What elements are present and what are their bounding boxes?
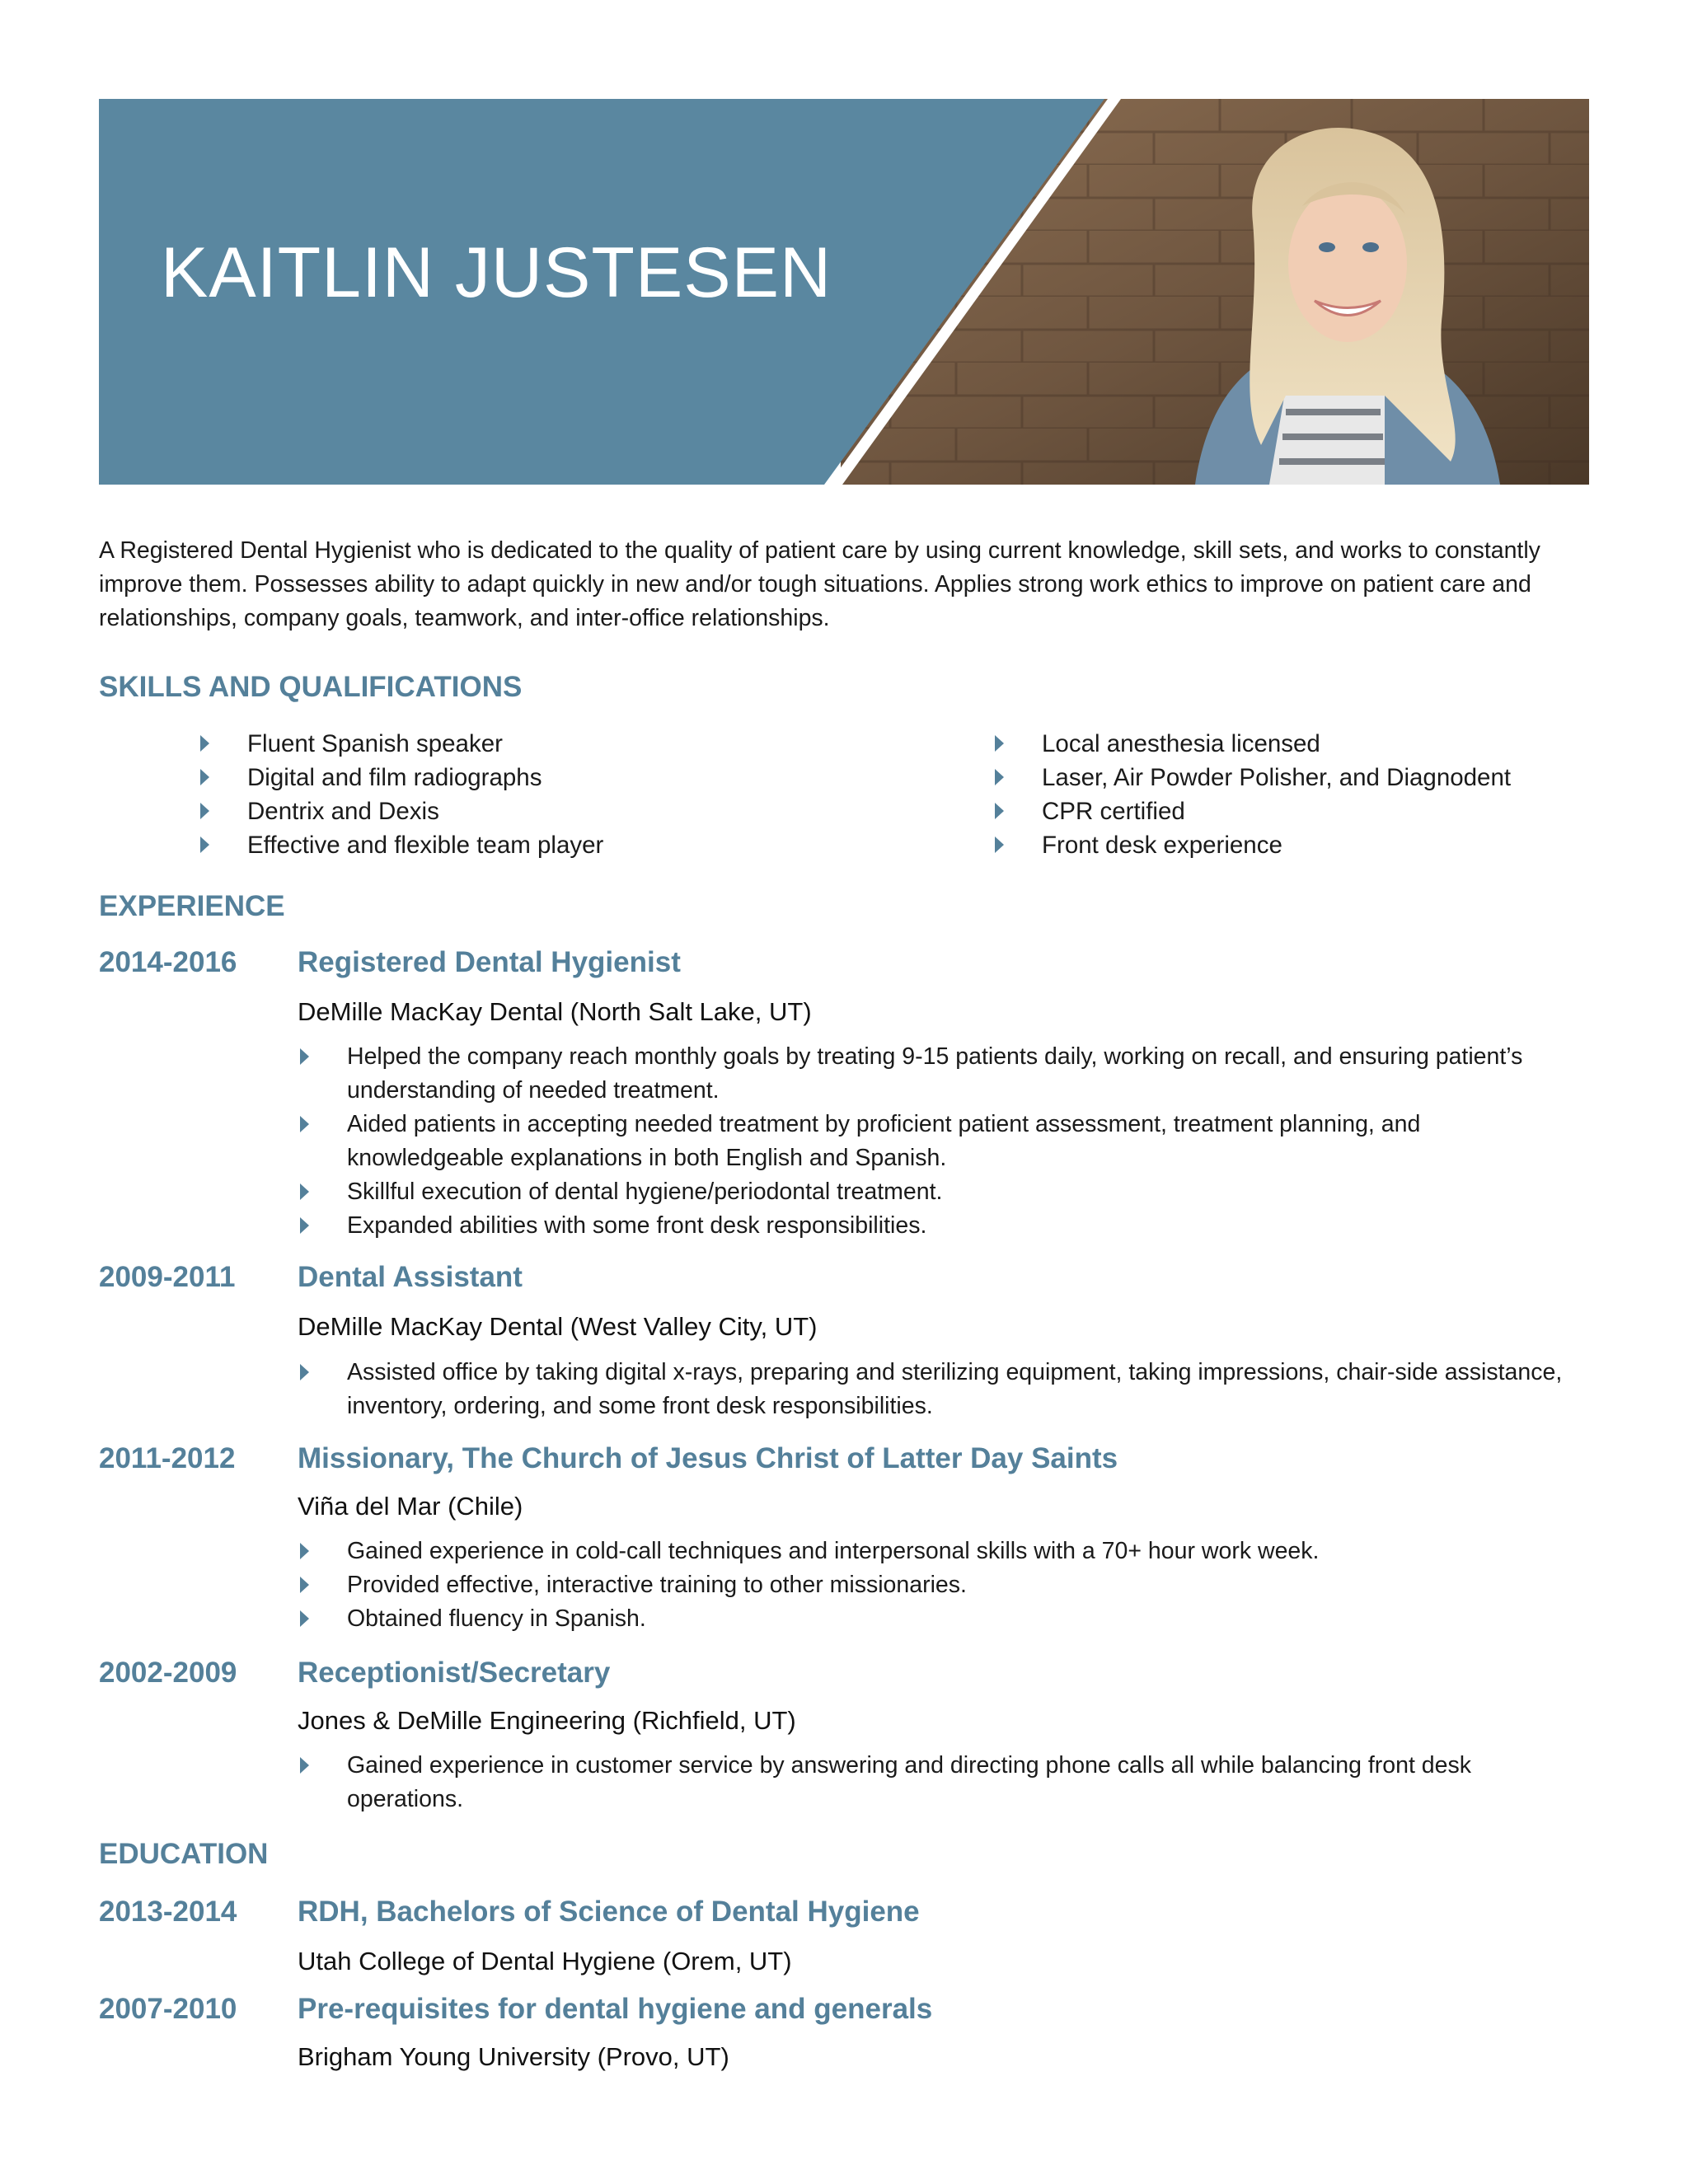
triangle-bullet-icon	[300, 1217, 309, 1234]
bullet-text: Assisted office by taking digital x-rays, preparing and sterilizing equipment, taking impressions, chair-side assistance, inventory, ordering, and some front desk responsibilities.	[347, 1359, 1563, 1419]
triangle-bullet-icon	[200, 803, 209, 819]
job-bullets	[298, 1535, 1583, 1636]
skill-label: Laser, Air Powder Polisher, and Diagnodent	[1042, 764, 1512, 791]
bullet-text: Gained experience in customer service by answering and directing phone calls all while balancing front desk operations.	[347, 1752, 1472, 1812]
list-item	[298, 1209, 1583, 1243]
education-school: Utah College of Dental Hygiene (Orem, UT)	[298, 1947, 792, 1975]
triangle-bullet-icon	[300, 1543, 309, 1559]
job-company: Viña del Mar (Chile)	[298, 1492, 523, 1521]
bullet-text: Obtained fluency in Spanish.	[347, 1605, 646, 1632]
triangle-bullet-icon	[300, 1610, 309, 1627]
job-years: 2009-2011	[99, 1261, 236, 1293]
skill-label: Fluent Spanish speaker	[247, 730, 503, 757]
triangle-bullet-icon	[300, 1364, 309, 1380]
triangle-bullet-icon	[300, 1757, 309, 1774]
triangle-bullet-icon	[200, 769, 209, 785]
triangle-bullet-icon	[995, 735, 1004, 752]
triangle-bullet-icon	[200, 735, 209, 752]
triangle-bullet-icon	[995, 803, 1004, 819]
job-title: Receptionist/Secretary	[298, 1657, 611, 1689]
triangle-bullet-icon	[300, 1116, 309, 1132]
job-company: DeMille MacKay Dental (West Valley City, UT)	[298, 1312, 818, 1341]
list-item	[298, 1356, 1583, 1423]
list-item	[298, 1108, 1583, 1175]
triangle-bullet-icon	[300, 1183, 309, 1200]
job-company: DeMille MacKay Dental (North Salt Lake, UT)	[298, 997, 812, 1026]
skills-heading: SKILLS AND QUALIFICATIONS	[99, 671, 523, 703]
list-item	[298, 1749, 1583, 1816]
skill-label: Local anesthesia licensed	[1042, 730, 1320, 757]
bullet-text: Helped the company reach monthly goals by treating 9-15 patients daily, working on recall, and ensuring patient’s understanding of needed treatment.	[347, 1043, 1523, 1104]
triangle-bullet-icon	[200, 837, 209, 853]
bullet-text: Expanded abilities with some front desk responsibilities.	[347, 1212, 927, 1239]
education-years: 2007-2010	[99, 1993, 237, 2025]
job-bullets	[298, 1040, 1583, 1243]
candidate-name: KAITLIN JUSTESEN	[161, 233, 832, 312]
bullet-text: Provided effective, interactive training to other missionaries.	[347, 1572, 967, 1598]
list-item	[298, 1568, 1583, 1602]
skill-label: CPR certified	[1042, 798, 1185, 825]
triangle-bullet-icon	[995, 769, 1004, 785]
experience-heading: EXPERIENCE	[99, 890, 285, 922]
bullet-text: Skillful execution of dental hygiene/periodontal treatment.	[347, 1179, 943, 1205]
job-bullets	[298, 1749, 1583, 1816]
list-item	[298, 1040, 1583, 1108]
triangle-bullet-icon	[300, 1048, 309, 1065]
list-item	[298, 1602, 1583, 1636]
skill-label: Front desk experience	[1042, 832, 1282, 859]
education-years: 2013-2014	[99, 1896, 237, 1928]
job-title: Missionary, The Church of Jesus Christ of Latter Day Saints	[298, 1442, 1118, 1474]
education-title: Pre-requisites for dental hygiene and generals	[298, 1993, 933, 2025]
job-years: 2014-2016	[99, 946, 237, 978]
skill-label: Effective and flexible team player	[247, 832, 604, 859]
bullet-text: Gained experience in cold-call techniques and interpersonal skills with a 70+ hour work week.	[347, 1538, 1320, 1564]
job-years: 2002-2009	[99, 1657, 237, 1689]
triangle-bullet-icon	[300, 1577, 309, 1593]
triangle-bullet-icon	[995, 837, 1004, 853]
job-bullets	[298, 1356, 1583, 1423]
education-heading: EDUCATION	[99, 1838, 269, 1870]
job-years: 2011-2012	[99, 1442, 236, 1474]
bullet-text: Aided patients in accepting needed treatment by proficient patient assessment, treatment planning, and knowledgeable explanations in both English and Spanish.	[347, 1111, 1421, 1171]
job-company: Jones & DeMille Engineering (Richfield, UT)	[298, 1706, 796, 1735]
skill-label: Dentrix and Dexis	[247, 798, 439, 825]
job-title: Registered Dental Hygienist	[298, 946, 681, 978]
job-title: Dental Assistant	[298, 1261, 523, 1293]
education-school: Brigham Young University (Provo, UT)	[298, 2042, 729, 2071]
summary-paragraph: A Registered Dental Hygienist who is dedicated to the quality of patient care by using current knowledge, skill sets, and works to constantly improve them. Possesses ability to adapt quickly in new and/or tough situations. Applies strong work ethics to improve on patient care and relationships, company goals, teamwork, and inter-office relationships.	[99, 537, 1540, 631]
list-item	[298, 1175, 1583, 1209]
list-item	[298, 1535, 1583, 1568]
education-title: RDH, Bachelors of Science of Dental Hygiene	[298, 1896, 920, 1928]
skill-label: Digital and film radiographs	[247, 764, 542, 791]
